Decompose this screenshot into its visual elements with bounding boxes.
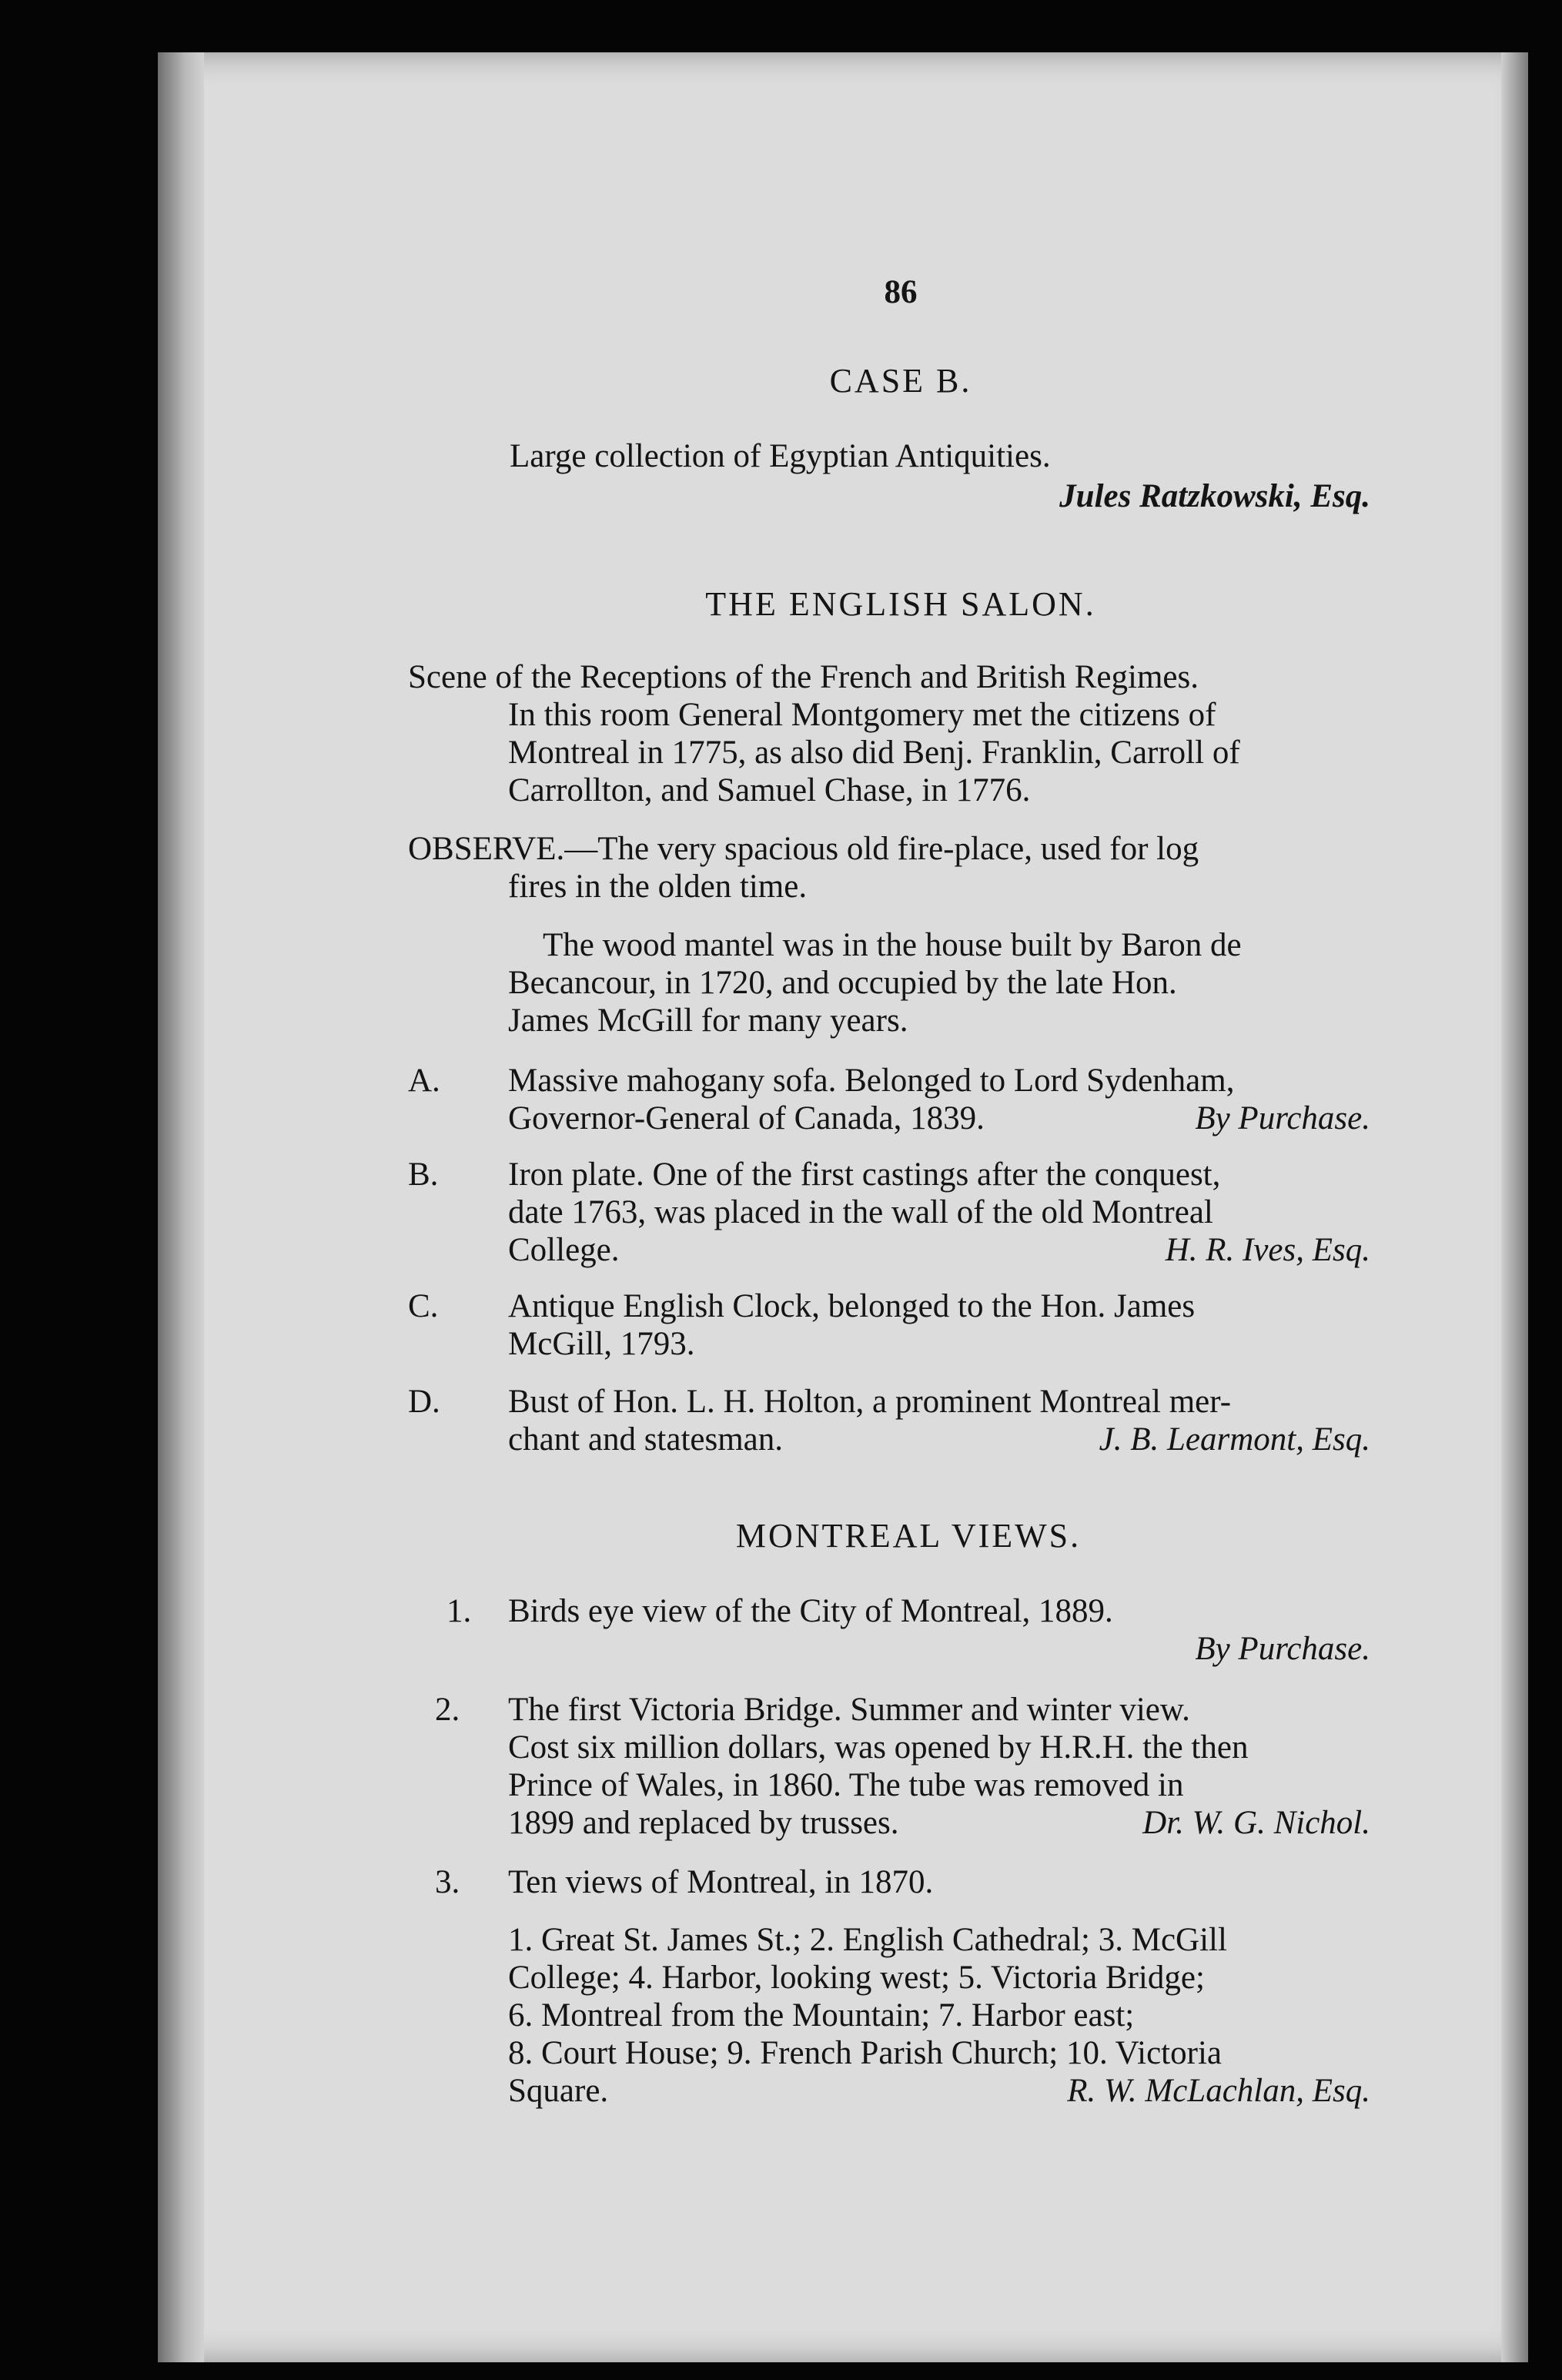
montreal-views-title: MONTREAL VIEWS. (735, 1517, 1082, 1555)
item-d-label: D. (408, 1384, 440, 1420)
view-3-sub-line-3: 6. Montreal from the Mountain; 7. Harbor east; (508, 1997, 1135, 2034)
case-b-description: Large collection of Egyptian Antiquities. (510, 438, 1051, 474)
view-3-label: 3. (435, 1864, 460, 1900)
item-b-line-1: Iron plate. One of the first castings after the conquest, (508, 1157, 1221, 1193)
page-right-edge (1501, 52, 1528, 2362)
item-c-label: C. (408, 1288, 439, 1324)
view-3-sub-line-4: 8. Court House; 9. French Parish Church; 10. Victoria (508, 2035, 1222, 2071)
item-a-line-1: Massive mahogany sofa. Belonged to Lord Sydenham, (508, 1063, 1235, 1099)
item-b-label: B. (408, 1157, 439, 1193)
view-2-line-3: Prince of Wales, in 1860. The tube was removed in (508, 1767, 1184, 1803)
view-3-line-1: Ten views of Montreal, in 1870. (508, 1864, 934, 1900)
view-3-credit: R. W. McLachlan, Esq. (1067, 2073, 1370, 2109)
item-b-credit: H. R. Ives, Esq. (1165, 1232, 1370, 1268)
case-b-donor: Jules Ratzkowski, Esq. (1059, 478, 1370, 514)
view-2-line-1: The first Victoria Bridge. Summer and winter view. (508, 1692, 1190, 1728)
item-d-line-2: chant and statesman. (508, 1421, 784, 1458)
item-c-line-2: McGill, 1793. (508, 1326, 695, 1362)
mantel-line-3: James McGill for many years. (508, 1003, 908, 1039)
item-b-line-3: College. (508, 1232, 620, 1268)
item-b-line-2: date 1763, was placed in the wall of the old Montreal (508, 1194, 1213, 1230)
view-2-line-2: Cost six million dollars, was opened by H.R.H. the then (508, 1729, 1249, 1766)
mantel-line-1: The wood mantel was in the house built by Baron de (543, 927, 1242, 963)
case-b-title: CASE B. (829, 362, 972, 400)
salon-intro-line-3: Montreal in 1775, as also did Benj. Franklin, Carroll of (508, 735, 1240, 771)
item-a-credit: By Purchase. (1195, 1100, 1370, 1136)
view-2-line-4: 1899 and replaced by trusses. (508, 1805, 899, 1841)
mantel-line-2: Becancour, in 1720, and occupied by the late Hon. (508, 965, 1177, 1001)
view-3-sub-line-5: Square. (508, 2073, 609, 2109)
page-number: 86 (884, 274, 918, 310)
item-d-credit: J. B. Learmont, Esq. (1099, 1421, 1370, 1458)
item-d-line-1: Bust of Hon. L. H. Holton, a prominent Montreal mer- (508, 1384, 1232, 1420)
salon-intro-line-1: Scene of the Receptions of the French and British Regimes. (408, 659, 1199, 695)
observe-line-2: fires in the olden time. (508, 869, 808, 905)
view-3-sub-line-2: College; 4. Harbor, looking west; 5. Victoria Bridge; (508, 1960, 1205, 1996)
item-a-label: A. (408, 1063, 440, 1099)
observe-line-1: OBSERVE.—The very spacious old fire-place, used for log (408, 831, 1199, 867)
page-binding-shadow (158, 52, 204, 2362)
view-2-label: 2. (435, 1692, 460, 1728)
view-1-line-1: Birds eye view of the City of Montreal, 1889. (508, 1593, 1113, 1629)
salon-intro-line-4: Carrollton, and Samuel Chase, in 1776. (508, 772, 1031, 808)
view-1-label: 1. (447, 1593, 472, 1629)
view-2-credit: Dr. W. G. Nichol. (1142, 1805, 1370, 1841)
item-c-line-1: Antique English Clock, belonged to the Hon. James (508, 1288, 1196, 1324)
view-3-sub-line-1: 1. Great St. James St.; 2. English Cathedral; 3. McGill (508, 1922, 1227, 1958)
item-a-line-2: Governor-General of Canada, 1839. (508, 1100, 985, 1136)
view-1-credit: By Purchase. (1195, 1631, 1370, 1667)
salon-intro-line-2: In this room General Montgomery met the citizens of (508, 697, 1216, 733)
english-salon-title: THE ENGLISH SALON. (705, 585, 1096, 623)
